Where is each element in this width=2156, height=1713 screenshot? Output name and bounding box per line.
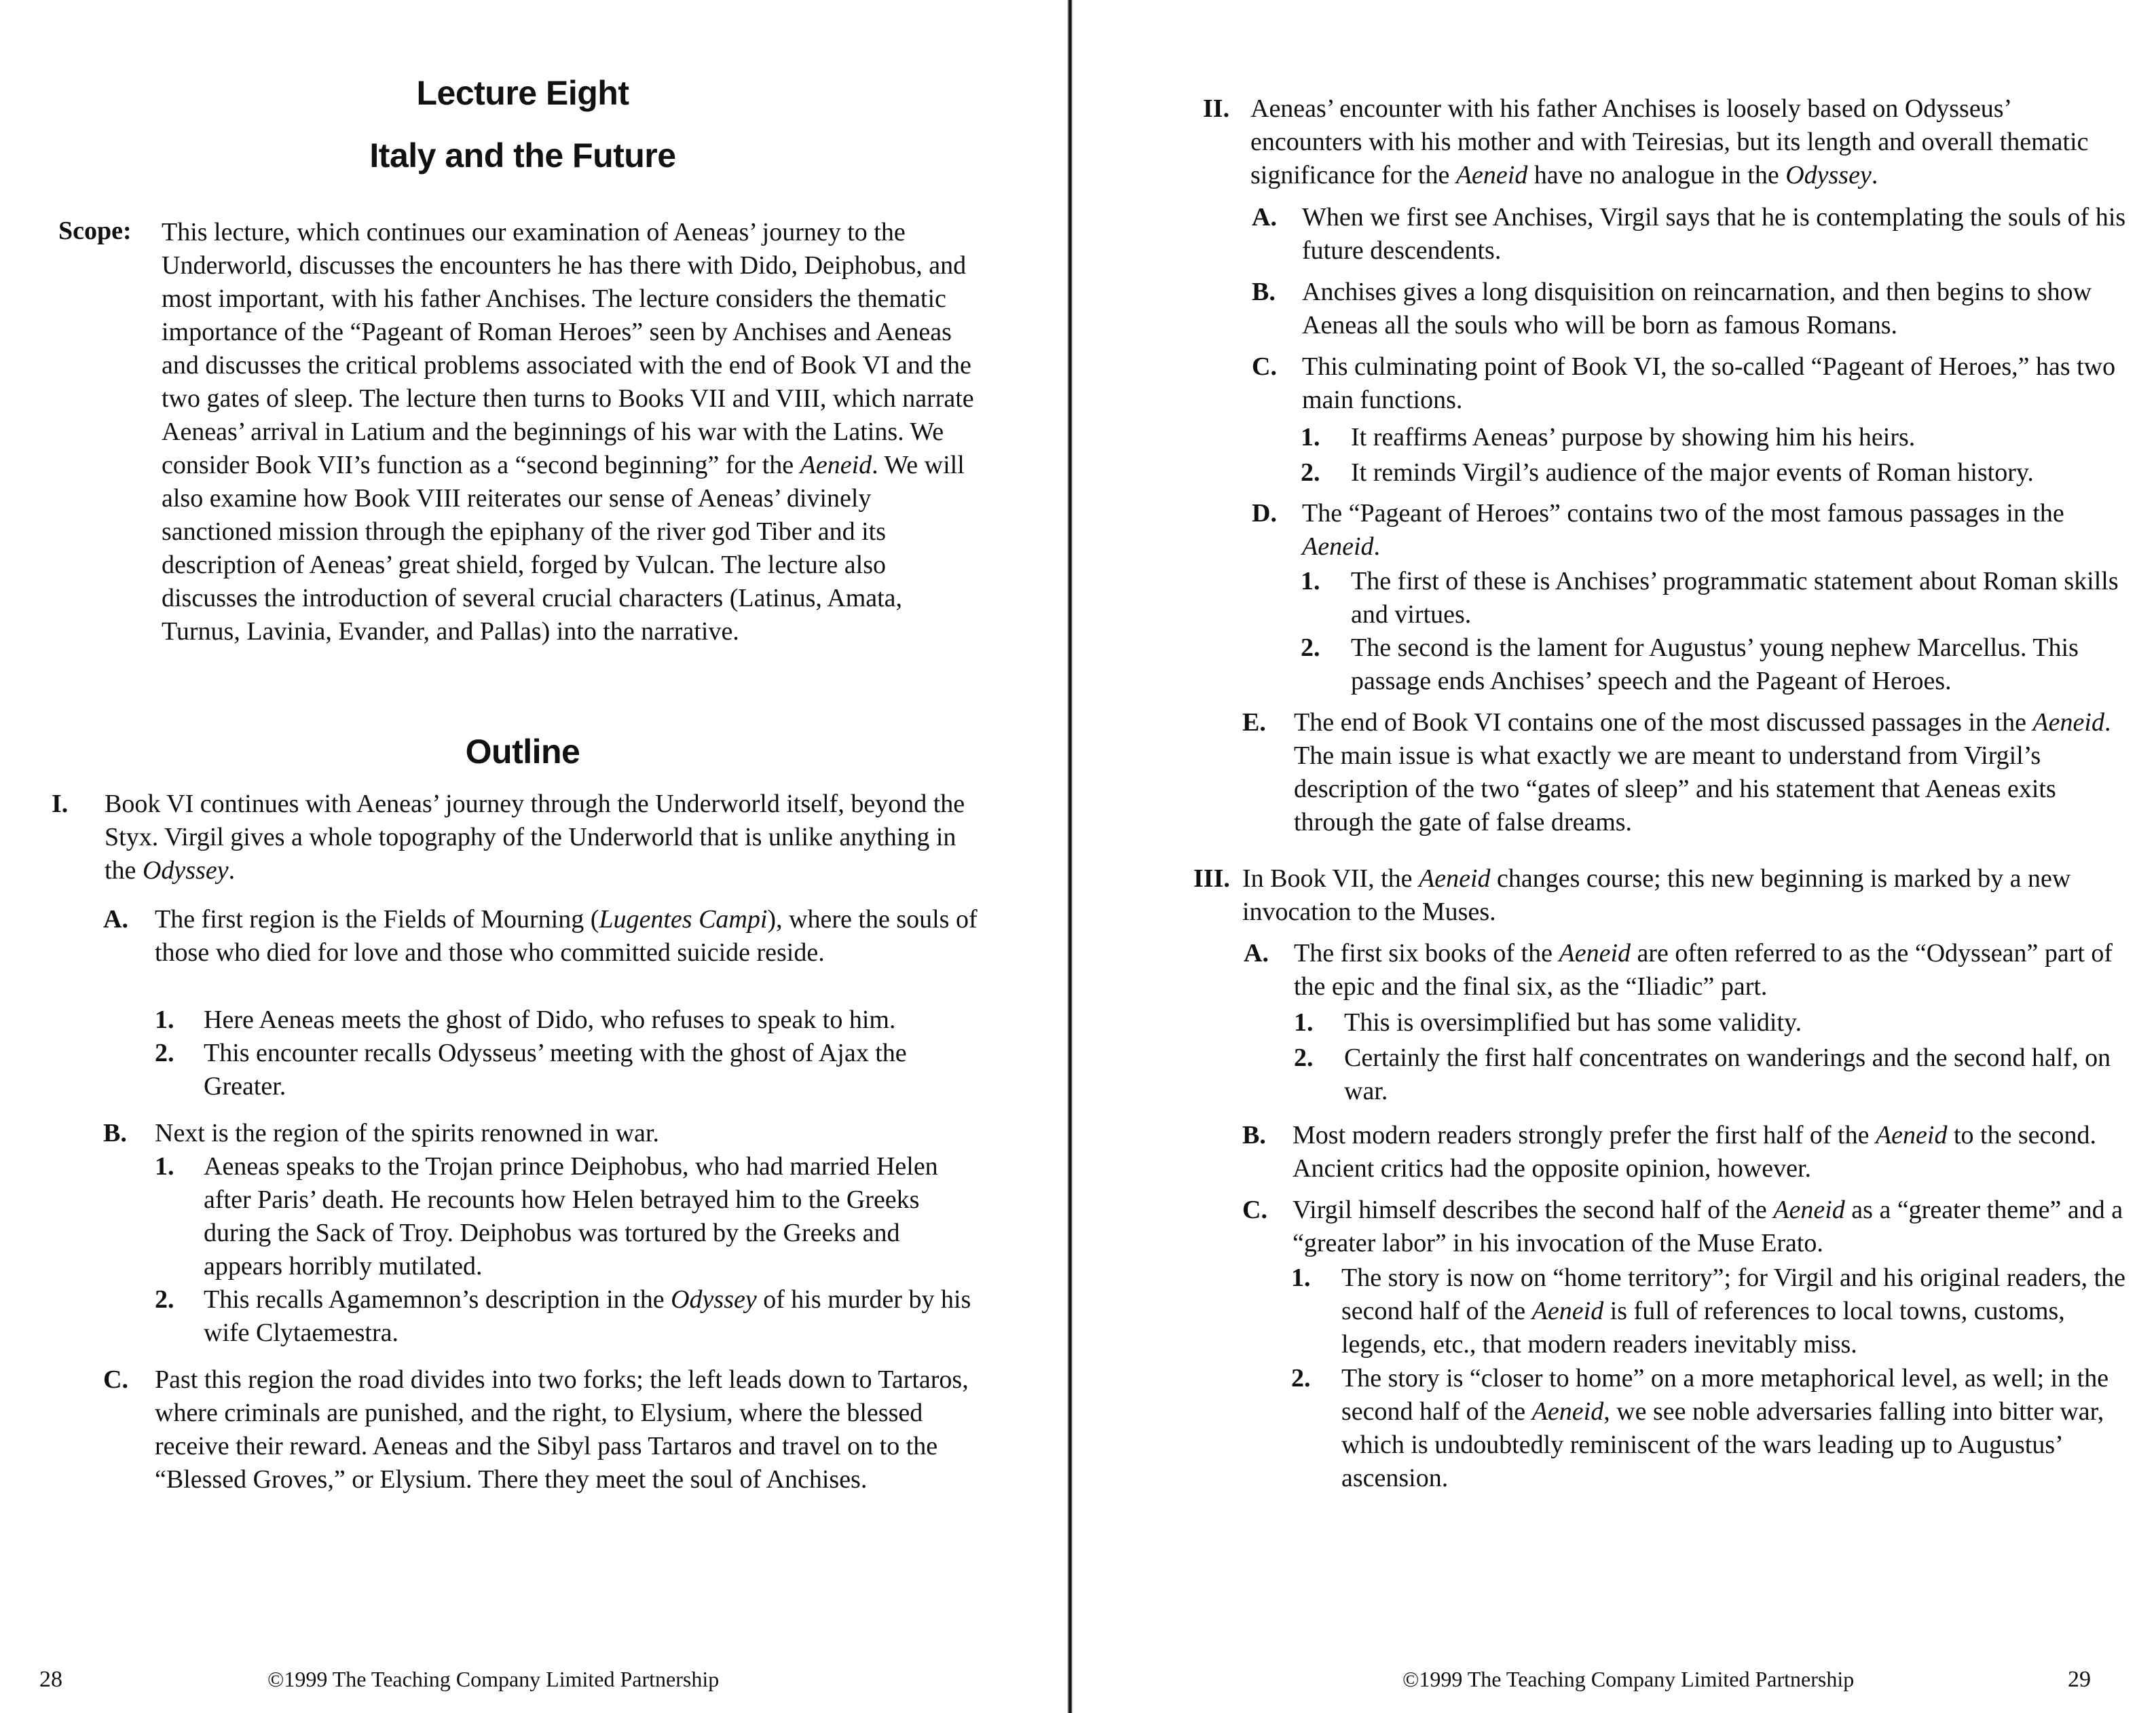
outline-IC-text: Past this region the road divides into two forks; the left leads down to Tartaros, where criminals are punished, and the right, to Elysium, where the blessed receive their reward. Aeneas and the Sibyl pass Tartaros and travel on to the “Blessed Groves,” or Elysium. There they meet the soul of Anchises. xyxy=(155,1365,969,1494)
outline-label-IC: C. xyxy=(103,1365,128,1394)
outline-label-IIC: C. xyxy=(1252,352,1277,381)
outline-IB-text: Next is the region of the spirits renowned in war. xyxy=(155,1119,659,1147)
page-number-right: 29 xyxy=(2068,1667,2091,1692)
outline-IIB-text: Anchises gives a long disquisition on reincarnation, and then begins to show Aeneas all the souls who will be born as famous Romans. xyxy=(1302,278,2092,339)
outline-label-IIC2: 2. xyxy=(1301,458,1320,487)
outline-label-IB2: 2. xyxy=(155,1285,174,1314)
scope-label: Scope: xyxy=(58,217,132,245)
outline-IIIC1-text: The story is now on “home territory”; for Virgil and his original readers, the second half of the Aeneid is full of references to local towns, customs, legends, etc., that modern readers inevitably miss. xyxy=(1341,1264,2126,1359)
outline-IIIC-text: Virgil himself describes the second half of the Aeneid as a “greater theme” and a “greater labor” in his invocation of the Muse Erato. xyxy=(1293,1196,2123,1257)
outline-label-IID1: 1. xyxy=(1301,567,1320,595)
outline-III-text: In Book VII, the Aeneid changes course; this new beginning is marked by a new invocation to the Muses. xyxy=(1242,864,2071,926)
outline-label-IA: A. xyxy=(103,905,128,934)
outline-label-II: II. xyxy=(1203,94,1230,123)
outline-label-III: III. xyxy=(1193,864,1230,893)
lecture-subtitle: Italy and the Future xyxy=(369,136,676,174)
outline-label-IIE: E. xyxy=(1242,708,1266,737)
outline-label-IIC1: 1. xyxy=(1301,423,1320,452)
outline-label-IIIA: A. xyxy=(1244,939,1269,968)
outline-label-IIIC2: 2. xyxy=(1291,1364,1311,1393)
outline-IA1-text: Here Aeneas meets the ghost of Dido, who refuses to speak to him. xyxy=(204,1006,896,1034)
outline-IIIA-text: The first six books of the Aeneid are often referred to as the “Odyssean” part of the epic and the final six, as the “Iliadic” part. xyxy=(1294,939,2113,1001)
outline-label-IIIC1: 1. xyxy=(1291,1264,1311,1292)
lecture-title: Lecture Eight xyxy=(416,74,629,112)
footer-right: ©1999 The Teaching Company Limited Partnership xyxy=(1402,1667,1855,1691)
outline-II-text: Aeneas’ encounter with his father Anchises is loosely based on Odysseus’ encounters with his mother and with Teiresias, but its length and overall thematic significance for the Aeneid have no analogue in the Odyssey. xyxy=(1250,94,2089,189)
book-spine xyxy=(1067,0,1073,1713)
left-page xyxy=(0,0,1059,1713)
outline-IIE-text: The end of Book VI contains one of the most discussed passages in the Aeneid. The main issue is what exactly we are meant to understand from Virgil’s description of the two “gates of sleep” and his statement that Aeneas exits through the gate of false dreams. xyxy=(1294,708,2111,836)
outline-label-IID: D. xyxy=(1252,499,1277,528)
outline-IA-text: The first region is the Fields of Mourning (Lugentes Campi), where the souls of those who died for love and those who committed suicide reside. xyxy=(155,905,978,967)
outline-label-IA1: 1. xyxy=(155,1006,174,1034)
outline-IIIA1-text: This is oversimplified but has some validity. xyxy=(1344,1008,1802,1037)
outline-label-IIIA2: 2. xyxy=(1294,1044,1314,1072)
right-page xyxy=(1079,0,2156,1713)
outline-IIIC2-text: The story is “closer to home” on a more metaphorical level, as well; in the second half of the Aeneid, we see noble adversaries falling into bitter war, which is undoubtedly reminiscent of the wars leading up to Augustus’ ascension. xyxy=(1341,1364,2109,1492)
outline-IIIA2-text: Certainly the first half concentrates on wanderings and the second half, on war. xyxy=(1344,1044,2111,1105)
outline-label-IIB: B. xyxy=(1252,278,1276,306)
outline-IID-text: The “Pageant of Heroes” contains two of the most famous passages in the Aeneid. xyxy=(1302,499,2064,561)
outline-label-IA2: 2. xyxy=(155,1039,174,1067)
outline-label-IIIA1: 1. xyxy=(1294,1008,1314,1037)
outline-IIA-text: When we first see Anchises, Virgil says that he is contemplating the souls of his future descendents. xyxy=(1302,203,2126,265)
outline-IIC-text: This culminating point of Book VI, the so-called “Pageant of Heroes,” has two main functions. xyxy=(1302,352,2116,414)
outline-IA2-text: This encounter recalls Odysseus’ meeting with the ghost of Ajax the Greater. xyxy=(204,1039,907,1101)
outline-label-IIA: A. xyxy=(1252,203,1277,232)
outline-label-IID2: 2. xyxy=(1301,633,1320,662)
outline-heading: Outline xyxy=(465,733,580,771)
outline-label-IIIC: C. xyxy=(1242,1196,1267,1224)
outline-IID2-text: The second is the lament for Augustus’ young nephew Marcellus. This passage ends Anchises’ speech and the Pageant of Heroes. xyxy=(1351,633,2079,695)
page-number-left: 28 xyxy=(39,1667,62,1692)
outline-IIC2-text: It reminds Virgil’s audience of the major events of Roman history. xyxy=(1351,458,2034,487)
outline-label-IIIB: B. xyxy=(1242,1121,1266,1149)
outline-label-IB: B. xyxy=(103,1119,127,1147)
outline-IB1-text: Aeneas speaks to the Trojan prince Deiphobus, who had married Helen after Paris’ death. He recounts how Helen betrayed him to the Greeks during the Sack of Troy. Deiphobus was tortured by the Greeks and appears horribly mutilated. xyxy=(204,1152,938,1281)
outline-IIC1-text: It reaffirms Aeneas’ purpose by showing him his heirs. xyxy=(1351,423,1916,452)
outline-IID1-text: The first of these is Anchises’ programmatic statement about Roman skills and virtues. xyxy=(1351,567,2119,629)
outline-IB2-text: This recalls Agamemnon’s description in the Odyssey of his murder by his wife Clytaemestra. xyxy=(204,1285,971,1347)
outline-I-text: Book VI continues with Aeneas’ journey through the Underworld itself, beyond the Styx. Virgil gives a whole topography of the Underworld that is unlike anything in the Odyssey. xyxy=(105,790,965,885)
outline-label-I: I. xyxy=(52,790,69,818)
outline-label-IB1: 1. xyxy=(155,1152,174,1181)
scope-text: This lecture, which continues our examination of Aeneas’ journey to the Underworld, discusses the encounters he has there with Dido, Deiphobus, and most important, with his father Anchises. The lecture considers the thematic importance of the “Pageant of Roman Heroes” seen by Anchises and Aeneas and discusses the critical problems associated with the end of Book VI and the two gates of sleep. The lecture then turns to Books VII and VIII, which narrate Aeneas’ arrival in Latium and the beginnings of his war with the Latins. We consider Book VII’s function as a “second beginning” for the Aeneid. We will also examine how Book VIII reiterates our sense of Aeneas’ divinely sanctioned mission through the epiphany of the river god Tiber and its description of Aeneas’ great shield, forged by Vulcan. The lecture also discusses the introduction of several crucial characters (Latinus, Amata, Turnus, Lavinia, Evander, and Pallas) into the narrative. xyxy=(162,218,974,646)
outline-IIIB-text: Most modern readers strongly prefer the first half of the Aeneid to the second. Ancient critics had the opposite opinion, however. xyxy=(1293,1121,2096,1183)
footer-left: ©1999 The Teaching Company Limited Partnership xyxy=(267,1667,720,1691)
